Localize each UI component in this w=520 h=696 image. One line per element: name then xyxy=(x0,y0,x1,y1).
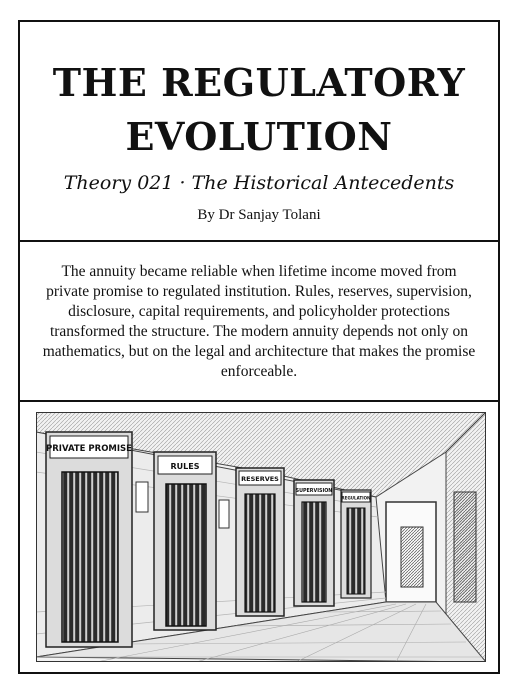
sign-reserves: RESERVES xyxy=(241,475,279,483)
title-section xyxy=(20,22,498,242)
title-line-2: EVOLUTION xyxy=(125,114,393,159)
corridor-illustration xyxy=(36,412,486,662)
far-door xyxy=(401,527,423,587)
sign-private-promise: PRIVATE PROMISE xyxy=(46,444,132,454)
cell-regulation xyxy=(341,490,371,598)
description-paragraph: The annuity became reliable when lifetime income moved from private promise to regulated institution. Rules, reserves, supervision, disclosure, capital requirements, and policyholder protections transformed the structure. The modern annuity depends not only on mathematics, but on the legal and architecture that makes the promise enforceable. xyxy=(42,263,476,380)
cell-reserves xyxy=(236,468,284,616)
description-section xyxy=(20,242,498,402)
cell-private-promise xyxy=(46,432,148,647)
subtitle: Theory 021 · The Historical Antecedents xyxy=(63,172,455,194)
title-line-1: THE REGULATORY xyxy=(52,60,466,105)
author-line: By Dr Sanjay Tolani xyxy=(197,207,321,223)
poster-frame xyxy=(18,20,500,674)
sign-rules: RULES xyxy=(170,462,200,471)
sign-supervision: SUPERVISION xyxy=(295,489,333,494)
cell-supervision xyxy=(294,480,334,606)
right-door xyxy=(454,492,476,602)
illustration-section xyxy=(20,402,498,672)
sign-regulation: REGULATION xyxy=(341,495,371,501)
